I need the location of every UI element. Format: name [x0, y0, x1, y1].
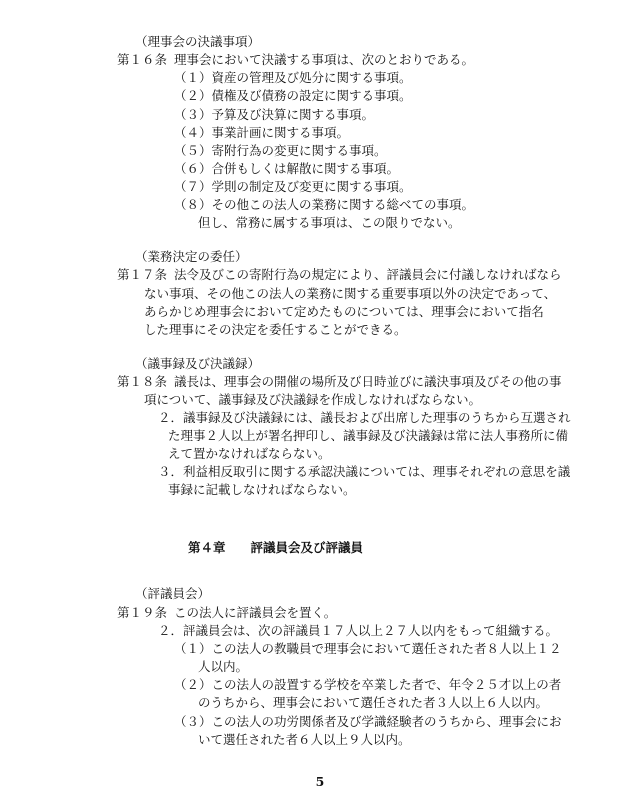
article-19-item: （１）この法人の教職員で理事会において選任された者８人以上１２ — [174, 641, 562, 656]
article-18-paragraph-3: ３．利益相反取引に関する承認決議については、理事それぞれの意思を議 — [158, 464, 571, 479]
article-19-item: のうちから、理事会において選任された者３人以上６人以内。 — [198, 695, 549, 710]
article-17-text-line: 法令及びこの寄附行為の規定により、評議員会に付議しなければなら — [174, 267, 562, 282]
article-16-item: （４）事業計画に関する事項。 — [174, 125, 350, 140]
article-16-item: （６）合併もしくは解散に関する事項。 — [174, 161, 400, 176]
article-18-paragraph-2: えて置かなければならない。 — [168, 446, 331, 461]
article-17-text-line: した理事にその決定を委任することができる。 — [144, 322, 407, 337]
article-17-number: 第１７条 — [117, 267, 168, 282]
article-19-heading: （評議員会） — [135, 586, 211, 601]
article-16-heading: （理事会の決議事項） — [135, 34, 261, 49]
article-19-number: 第１９条 — [117, 605, 168, 620]
article-19-lead: この法人に評議員会を置く。 — [174, 605, 337, 620]
article-19-item: 人以内。 — [198, 659, 249, 674]
article-18-paragraph-2: ２．議事録及び決議録には、議長および出席した理事のうちから互選され — [158, 410, 571, 425]
article-19-item: いて選任された者６人以上９人以内。 — [198, 732, 411, 747]
article-16-lead: 理事会において決議する事項は、次のとおりである。 — [174, 52, 475, 67]
article-18-text-line: 項について、議事録及び決議録を作成しなければならない。 — [144, 392, 482, 407]
article-18-paragraph-3: 事録に記載しなければならない。 — [168, 482, 356, 497]
article-16-item: （５）寄附行為の変更に関する事項。 — [174, 143, 387, 158]
article-17-text-line: ない事項、その他この法人の業務に関する重要事項以外の決定であって、 — [144, 286, 557, 301]
article-16-item: （２）債権及び債務の設定に関する事項。 — [174, 88, 412, 103]
article-16-item: （７）学則の制定及び変更に関する事項。 — [174, 179, 412, 194]
article-16-item: （８）その他この法人の業務に関する総べての事項。 — [174, 197, 475, 212]
article-17-text-line: あらかじめ理事会において定めたものについては、理事会において指名 — [144, 304, 544, 319]
article-18-heading: （議事録及び決議録） — [135, 356, 261, 371]
article-16-item: （１）資産の管理及び処分に関する事項。 — [174, 70, 412, 85]
article-17-heading: （業務決定の委任） — [135, 249, 248, 264]
article-18-paragraph-2: た理事２人以上が署名押印し、議事録及び決議録は常に法人事務所に備 — [168, 428, 569, 443]
article-19-item: （２）この法人の設置する学校を卒業した者で、年令２５才以上の者 — [174, 677, 562, 692]
article-19-item: （３）この法人の功労関係者及び学識経験者のうちから、理事会にお — [174, 714, 562, 729]
article-16-number: 第１６条 — [117, 52, 168, 67]
article-16-proviso: 但し、常務に属する事項は、この限りでない。 — [198, 215, 461, 230]
page-number: 5 — [315, 774, 325, 789]
article-16-item: （３）予算及び決算に関する事項。 — [174, 107, 375, 122]
chapter-title: 第４章 評議員会及び評議員 — [188, 540, 364, 555]
article-19-paragraph-2: ２．評議員会は、次の評議員１７人以上２７人以内をもって組織する。 — [158, 623, 559, 638]
article-18-number: 第１８条 — [117, 374, 168, 389]
article-18-text-line: 議長は、理事会の開催の場所及び日時並びに議決事項及びその他の事 — [174, 374, 562, 389]
